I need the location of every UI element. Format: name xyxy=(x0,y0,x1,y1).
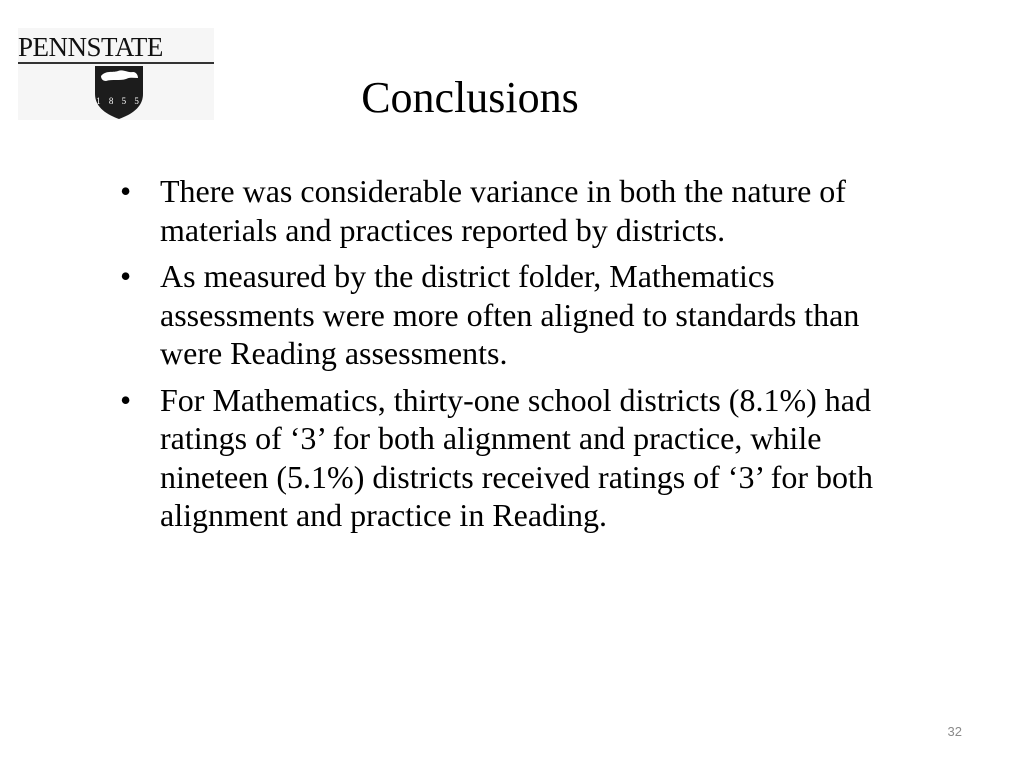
page-number: 32 xyxy=(947,724,962,739)
bullet-marker: • xyxy=(120,258,132,294)
bullet-text: For Mathematics, thirty-one school districts (8.1%) had ratings of ‘3’ for both alignment and practice, while nineteen (5.1%) districts received ratings of ‘3’ for both alignment and practice in Reading. xyxy=(160,381,873,533)
slide-title: Conclusions xyxy=(361,73,579,122)
bullet-item xyxy=(118,257,908,373)
bullet-list xyxy=(118,172,908,543)
bullet-text: As measured by the district folder, Mathematics assessments were more often aligned to standards than were Reading assessments. xyxy=(160,258,860,371)
svg-text:1 8 5 5: 1 8 5 5 xyxy=(96,96,142,106)
penn-state-wordmark: PENNSTATE xyxy=(18,32,163,62)
bullet-marker: • xyxy=(120,173,132,209)
bullet-item xyxy=(118,381,908,535)
bullet-text: There was considerable variance in both the nature of materials and practices reported by districts. xyxy=(160,173,846,248)
bullet-marker: • xyxy=(120,381,132,418)
bullet-item xyxy=(118,172,908,249)
